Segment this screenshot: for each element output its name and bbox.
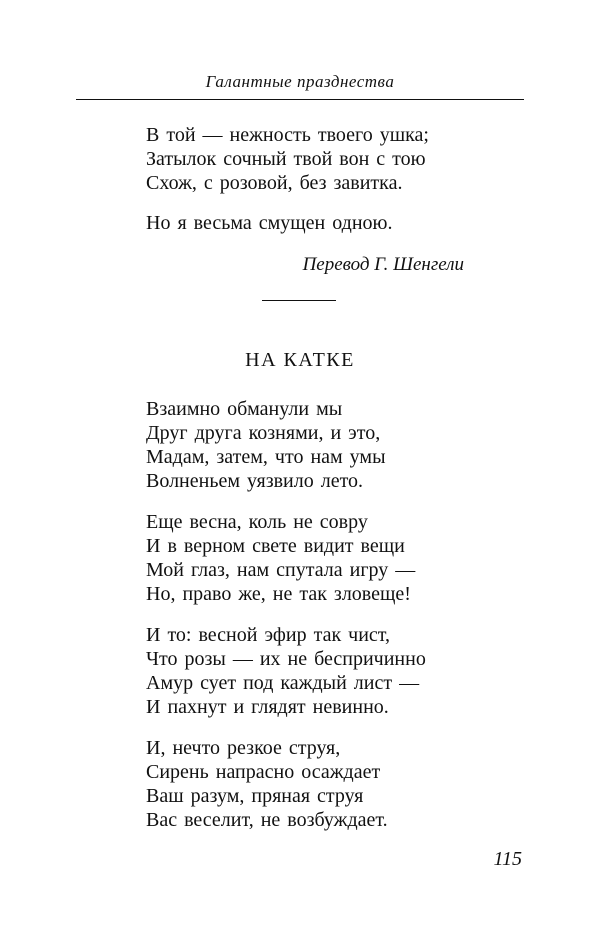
page-number: 115 bbox=[493, 848, 522, 870]
verse-line: Ваш разум, пряная струя bbox=[146, 785, 364, 807]
verse-line: Взаимно обманули мы bbox=[146, 398, 343, 420]
verse-line: В той — нежность твоего ушка; bbox=[146, 124, 429, 146]
verse-line: Сирень напрасно осаждает bbox=[146, 761, 381, 783]
verse-line: Волненьем уязвило лето. bbox=[146, 470, 364, 492]
verse-line: Амур сует под каждый лист — bbox=[146, 672, 420, 694]
verse-line: Мадам, затем, что нам умы bbox=[146, 446, 386, 468]
verse-line: Мой глаз, нам спутала игру — bbox=[146, 559, 416, 581]
verse-line: Схож, с розовой, без завитка. bbox=[146, 172, 403, 194]
verse-line: Друг друга кознями, и это, bbox=[146, 422, 381, 444]
verse-line: И пахнут и глядят невинно. bbox=[146, 696, 389, 718]
header-rule bbox=[76, 99, 524, 100]
translation-credit: Перевод Г. Шенгели bbox=[302, 254, 464, 275]
section-divider bbox=[262, 300, 336, 301]
poem-title: НА КАТКЕ bbox=[245, 349, 355, 371]
verse-line: Еще весна, коль не совру bbox=[146, 511, 368, 533]
verse-line: Но я весьма смущен одною. bbox=[146, 212, 393, 234]
verse-line: Затылок сочный твой вон с тою bbox=[146, 148, 426, 170]
verse-line: Но, право же, не так зловеще! bbox=[146, 583, 411, 605]
verse-line: И то: весной эфир так чист, bbox=[146, 624, 391, 646]
running-head: Галантные празднества bbox=[205, 72, 395, 91]
verse-line: Что розы — их не беспричинно bbox=[146, 648, 426, 670]
verse-line: И в верном свете видит вещи bbox=[146, 535, 405, 557]
verse-line: Вас веселит, не возбуждает. bbox=[146, 809, 388, 831]
verse-line: И, нечто резкое струя, bbox=[146, 737, 341, 759]
